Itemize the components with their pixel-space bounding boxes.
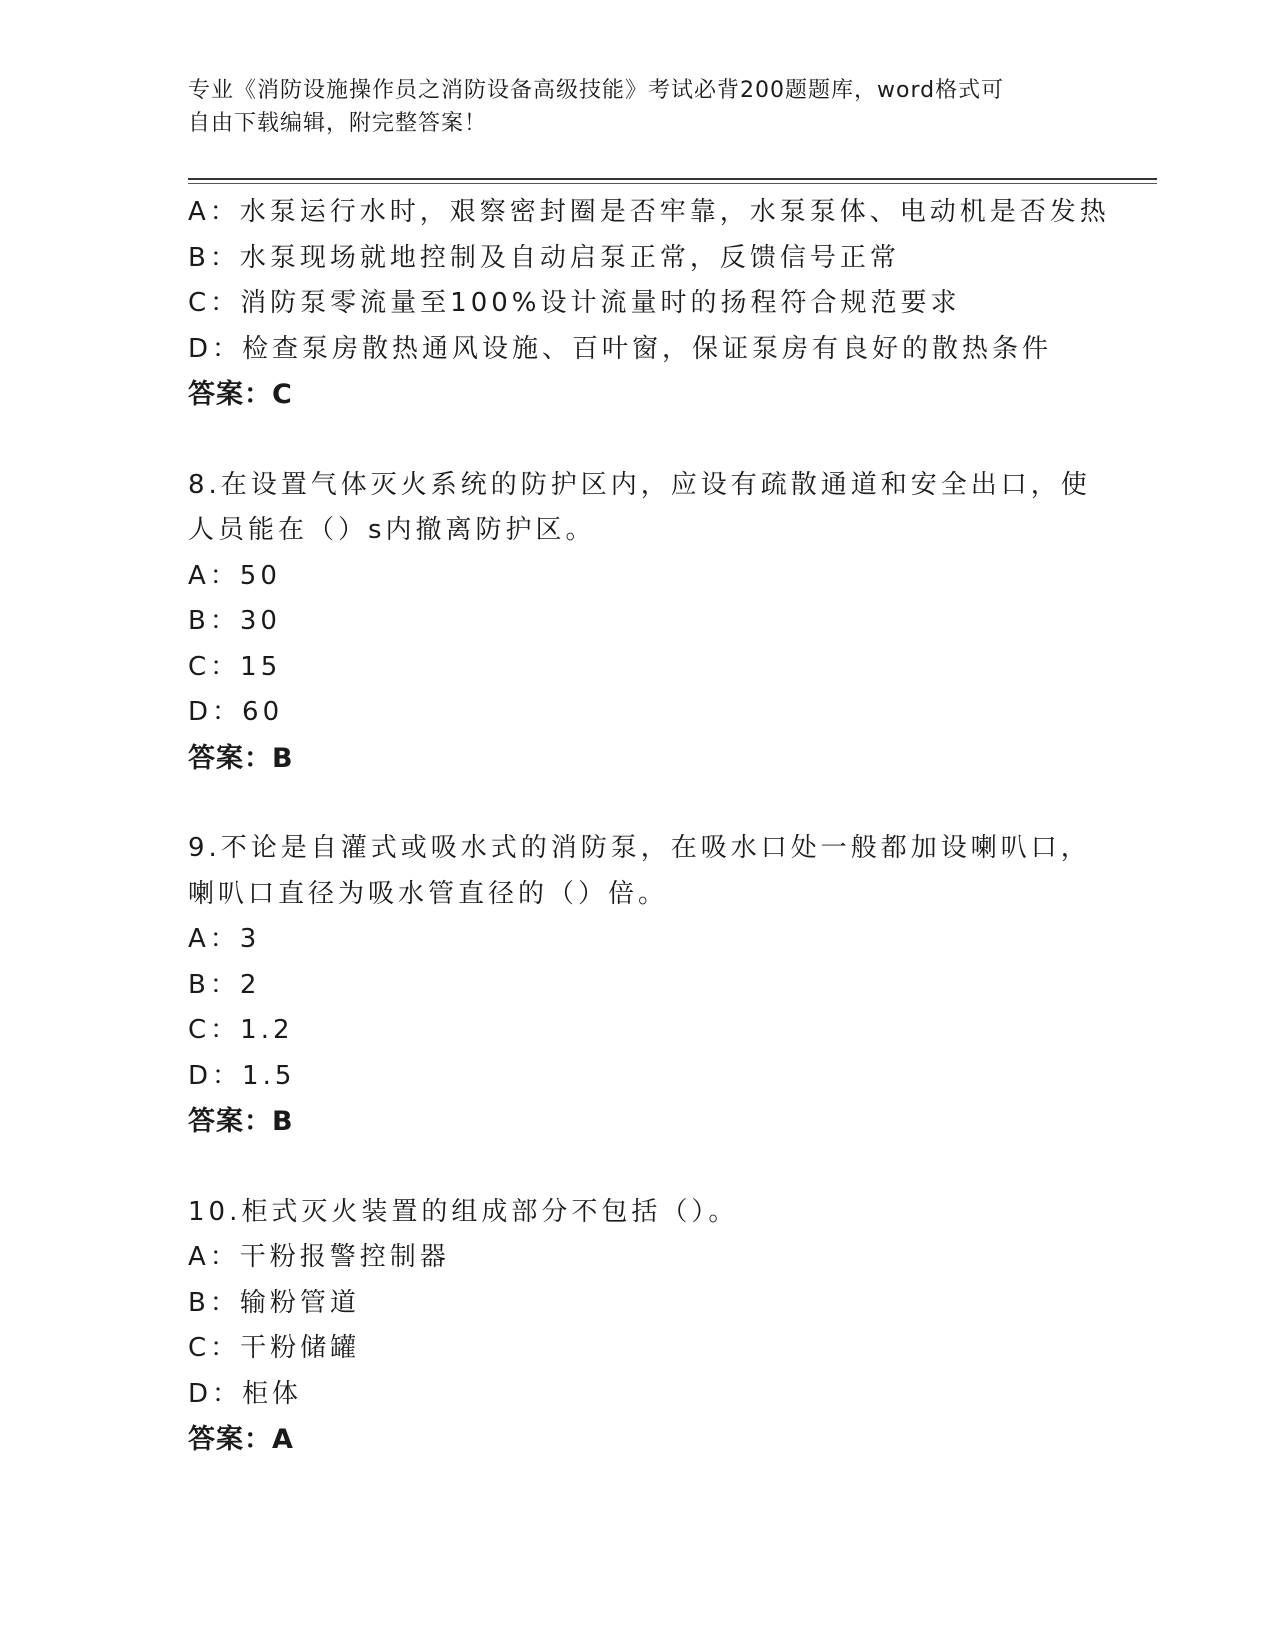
q7-option-c: C：消防泵零流量至100%设计流量时的扬程符合规范要求 — [188, 288, 961, 318]
q9-option-b: B：2 — [188, 969, 261, 1000]
q8-option-d: D：60 — [188, 697, 284, 727]
q8-answer: 答案：B — [188, 742, 294, 774]
q8-option-c: C：15 — [188, 651, 282, 682]
header-divider-thick — [188, 178, 1157, 180]
q10-option-a: A：干粉报警控制器 — [188, 1242, 450, 1272]
header-line-2: 自由下载编辑，附完整答案！ — [188, 111, 488, 136]
header-divider-thin — [188, 183, 1157, 184]
q9-stem-line-1: 9.不论是自灌式或吸水式的消防泵，在吸水口处一般都加设喇叭口， — [188, 833, 1091, 863]
q9-stem-line-2: 喇叭口直径为吸水管直径的（）倍。 — [188, 878, 669, 909]
q7-option-a: A：水泵运行水时，艰察密封圈是否牢靠，水泵泵体、电动机是否发热 — [188, 197, 1110, 227]
q10-stem-line-1: 10.柜式灭火装置的组成部分不包括（）。 — [188, 1196, 739, 1227]
spacer — [188, 1145, 1088, 1190]
q8-option-b: B：30 — [188, 606, 281, 636]
q10-answer: 答案：A — [188, 1424, 294, 1455]
q9-option-a: A：3 — [188, 924, 261, 954]
question-9 — [188, 826, 1091, 1145]
document-header — [188, 74, 1068, 140]
question-7 — [188, 190, 1110, 418]
question-list — [188, 190, 1110, 1463]
spacer — [188, 418, 1088, 463]
q7-answer: 答案：C — [188, 379, 293, 410]
q7-option-d: D：检查泵房散热通风设施、百叶窗，保证泵房有良好的散热条件 — [188, 333, 1053, 364]
q9-option-d: D：1.5 — [188, 1060, 296, 1091]
q8-stem-line-1: 8.在设置气体灭火系统的防护区内，应设有疏散通道和安全出口，使 — [188, 469, 1091, 500]
q10-option-d: D：柜体 — [188, 1378, 303, 1409]
q10-option-b: B：输粉管道 — [188, 1287, 360, 1318]
question-8 — [188, 463, 1091, 782]
q8-option-a: A：50 — [188, 560, 281, 591]
q9-option-c: C：1.2 — [188, 1015, 294, 1045]
q10-option-c: C：干粉储罐 — [188, 1333, 361, 1363]
q8-stem-line-2: 人员能在（）s内撤离防护区。 — [188, 515, 596, 545]
header-line-1: 专业《消防设施操作员之消防设备高级技能》考试必背200题题库，word格式可 — [188, 78, 1005, 103]
question-10 — [188, 1190, 1088, 1463]
q9-answer: 答案：B — [188, 1106, 294, 1137]
q7-option-b: B：水泵现场就地控制及自动启泵正常，反馈信号正常 — [188, 242, 900, 273]
spacer — [188, 781, 1088, 826]
